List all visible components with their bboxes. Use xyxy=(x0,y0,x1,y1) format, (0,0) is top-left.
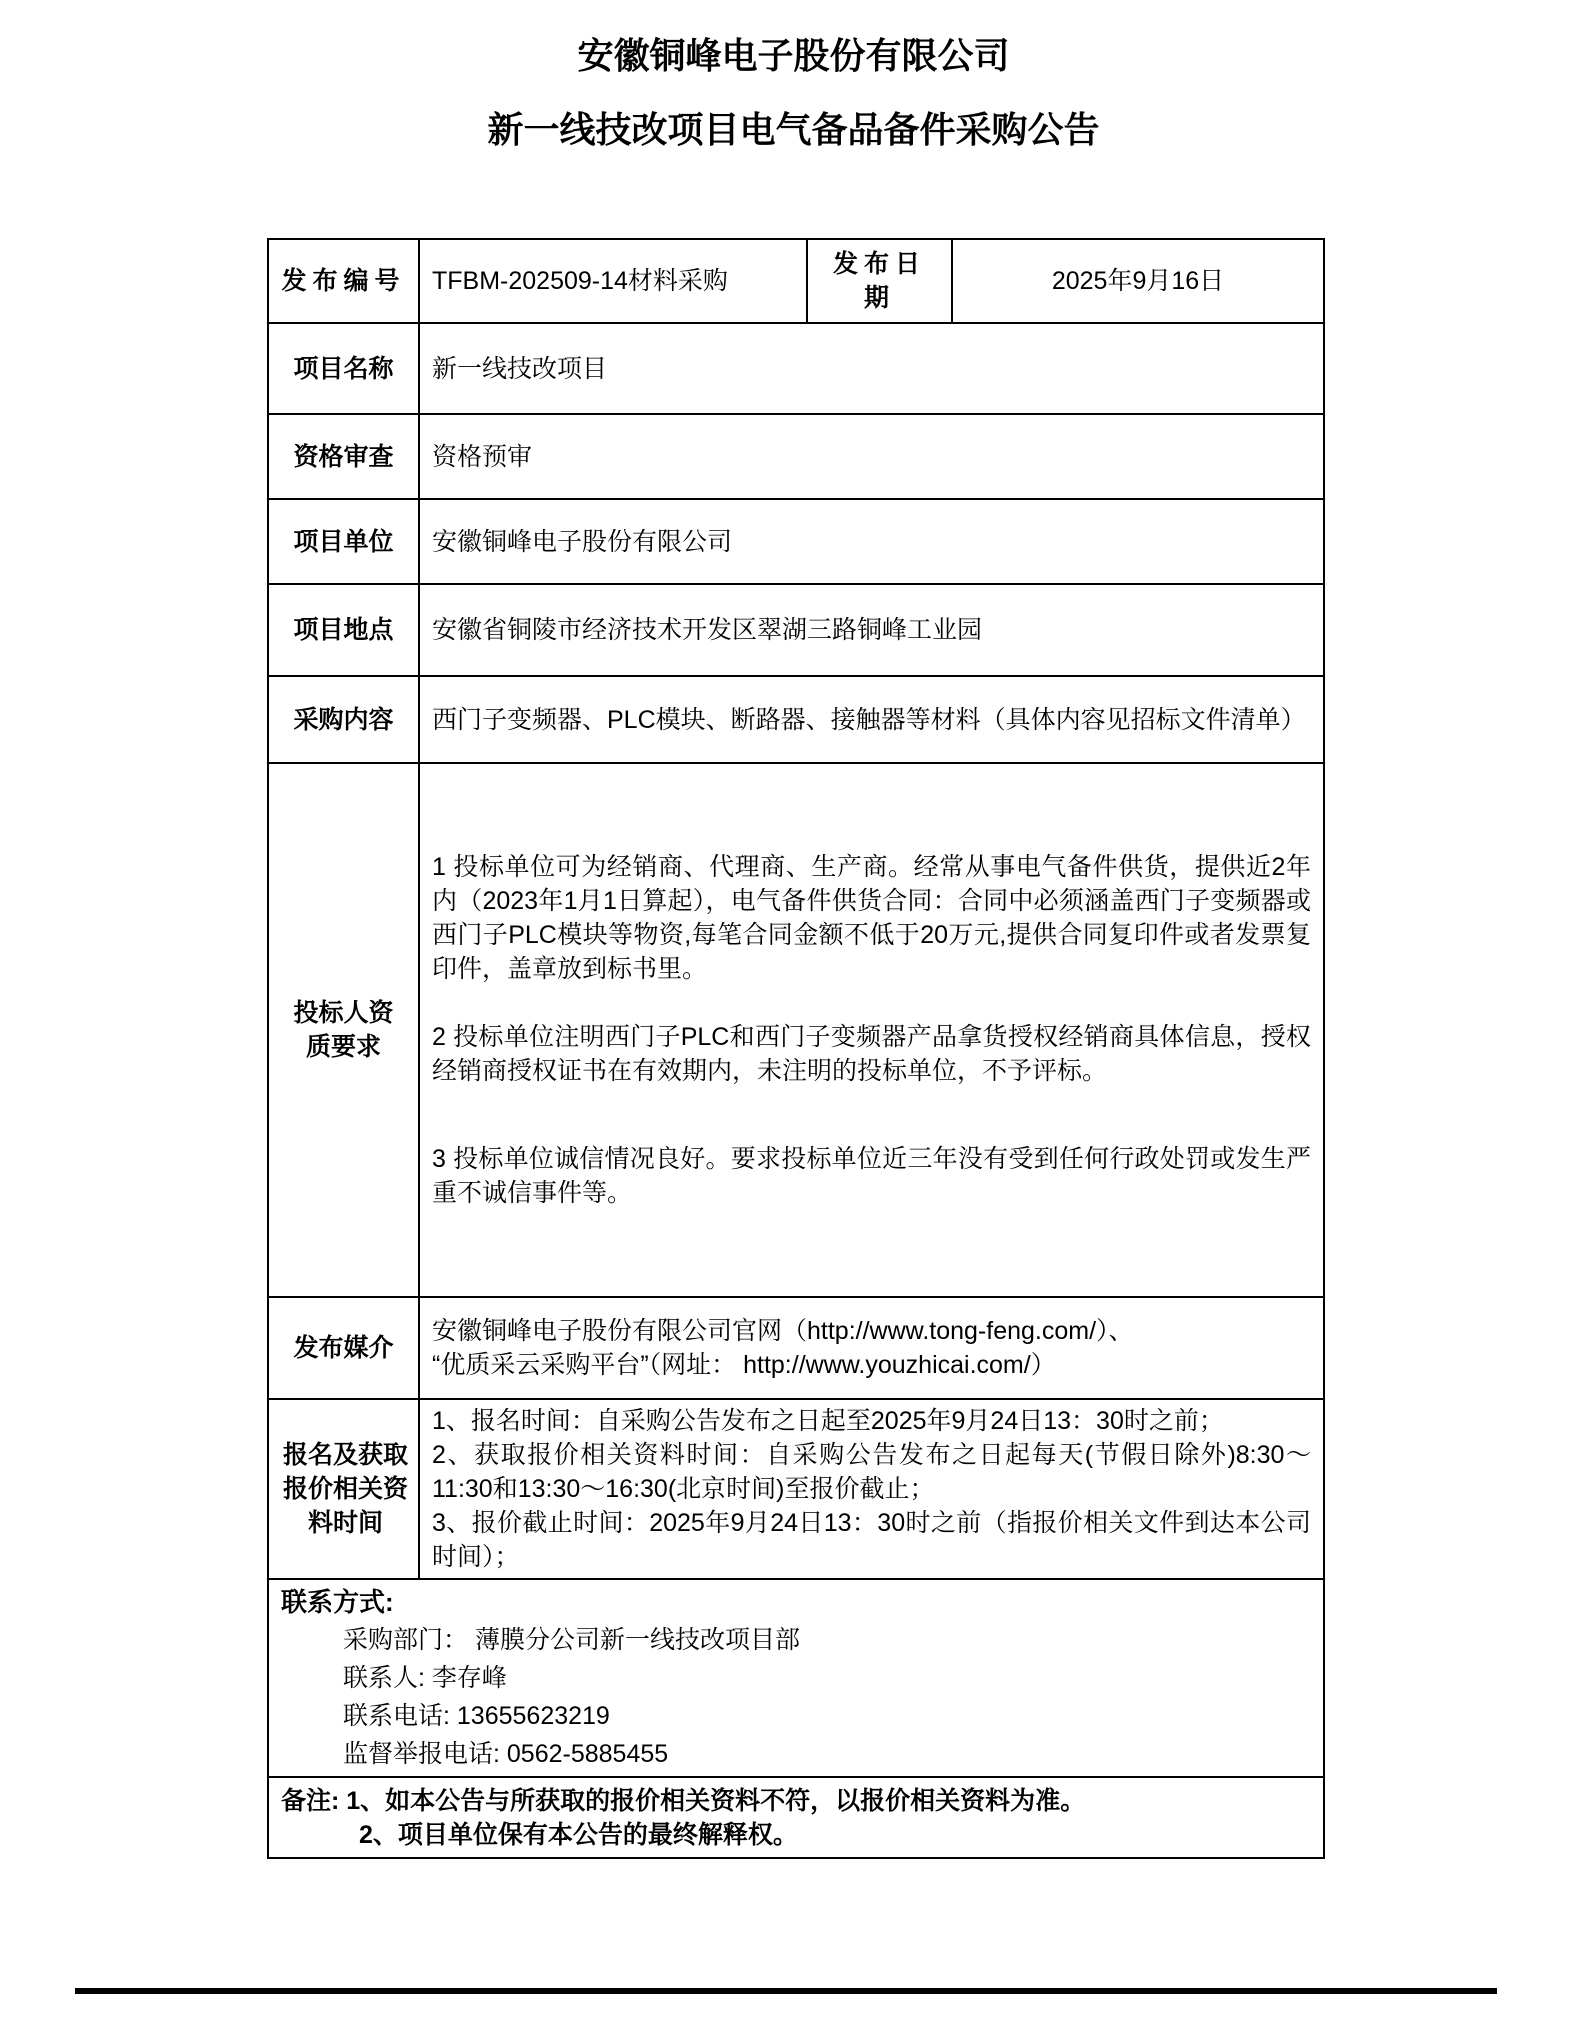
contact-heading: 联系方式: xyxy=(281,1587,394,1617)
procurement-content-value: 西门子变频器、PLC模块、断路器、接触器等材料（具体内容见招标文件清单） xyxy=(419,676,1324,763)
notes-section xyxy=(268,1777,1324,1858)
row-notes xyxy=(268,1777,1324,1858)
document-title-company: 安徽铜峰电子股份有限公司 xyxy=(577,35,1010,76)
qualification-paragraph-2: 2 投标单位注明西门子PLC和西门子变频器产品拿货授权经销商具体信息，授权经销商授权证书在有效期内，未注明的投标单位，不予评标。 xyxy=(432,1023,1311,1085)
publish-media-line-1: 安徽铜峰电子股份有限公司官网（http://www.tong-feng.com/）、 xyxy=(432,1317,1134,1345)
row-project-location xyxy=(268,584,1324,676)
publish-date-value: 2025年9月16日 xyxy=(952,239,1324,323)
project-unit-value: 安徽铜峰电子股份有限公司 xyxy=(419,499,1324,584)
qualification-review-value: 资格预审 xyxy=(419,414,1324,499)
publish-media-line-2: “优质采云采购平台”（网址： http://www.youzhicai.com/） xyxy=(432,1351,1056,1379)
qualification-paragraph-3: 3 投标单位诚信情况良好。要求投标单位近三年没有受到任何行政处罚或发生严重不诚信事件等。 xyxy=(432,1145,1311,1207)
publish-media-label: 发布媒介 xyxy=(268,1297,419,1399)
bidder-qualification-content xyxy=(419,763,1324,1297)
contact-phone: 联系电话: 13655623219 xyxy=(343,1702,610,1730)
project-location-label: 项目地点 xyxy=(268,584,419,676)
row-project-unit xyxy=(268,499,1324,584)
announcement-info-table xyxy=(267,238,1325,1859)
schedule-content xyxy=(419,1399,1324,1579)
publish-no-value: TFBM-202509-14材料采购 xyxy=(419,239,807,323)
contact-section xyxy=(268,1579,1324,1777)
bidder-qualification-label: 投标人资质要求 xyxy=(268,763,419,1297)
project-location-value: 安徽省铜陵市经济技术开发区翠湖三路铜峰工业园 xyxy=(419,584,1324,676)
row-procurement-content xyxy=(268,676,1324,763)
row-bidder-qualification xyxy=(268,763,1324,1297)
row-qualification-review xyxy=(268,414,1324,499)
schedule-item-1: 1、报名时间：自采购公告发布之日起至2025年9月24日13：30时之前； xyxy=(432,1407,1224,1435)
schedule-label: 报名及获取报价相关资料时间 xyxy=(268,1399,419,1579)
publish-media-content xyxy=(419,1297,1324,1399)
row-project-name xyxy=(268,323,1324,414)
notes-item-1: 备注: 1、如本公告与所获取的报价相关资料不符，以报价相关资料为准。 xyxy=(281,1786,1086,1815)
procurement-content-label: 采购内容 xyxy=(268,676,419,763)
contact-person: 联系人: 李存峰 xyxy=(343,1664,507,1692)
qualification-paragraph-1: 1 投标单位可为经销商、代理商、生产商。经常从事电气备件供货，提供近2年内（2023年1月1日算起），电气备件供货合同：合同中必须涵盖西门子变频器或西门子PLC模块等物资,每笔合同金额不低于20万元,提供合同复印件或者发票复印件，盖章放到标书里。 xyxy=(432,853,1311,983)
document-title-announcement: 新一线技改项目电气备品备件采购公告 xyxy=(487,109,1100,150)
project-name-label: 项目名称 xyxy=(268,323,419,414)
project-name-value: 新一线技改项目 xyxy=(419,323,1324,414)
publish-date-label: 发布日期 xyxy=(807,239,952,323)
schedule-item-3: 3、报价截止时间：2025年9月24日13：30时之前（指报价相关文件到达本公司时间）； xyxy=(432,1509,1311,1571)
contact-supervision-phone: 监督举报电话: 0562-5885455 xyxy=(343,1740,669,1768)
schedule-item-2: 2、获取报价相关资料时间：自采购公告发布之日起每天(节假日除外)8:30～11:30和13:30～16:30(北京时间)至报价截止； xyxy=(432,1441,1311,1503)
row-contact xyxy=(268,1579,1324,1777)
row-schedule xyxy=(268,1399,1324,1579)
contact-department: 采购部门： 薄膜分公司新一线技改项目部 xyxy=(343,1626,800,1654)
footer-rule xyxy=(75,1988,1497,1994)
project-unit-label: 项目单位 xyxy=(268,499,419,584)
row-publish-media xyxy=(268,1297,1324,1399)
notes-item-2: 2、项目单位保有本公告的最终解释权。 xyxy=(359,1820,798,1849)
row-publish xyxy=(268,239,1324,323)
qualification-review-label: 资格审查 xyxy=(268,414,419,499)
publish-no-label: 发布编号 xyxy=(268,239,419,323)
notes-label: 备注: xyxy=(281,1786,340,1815)
